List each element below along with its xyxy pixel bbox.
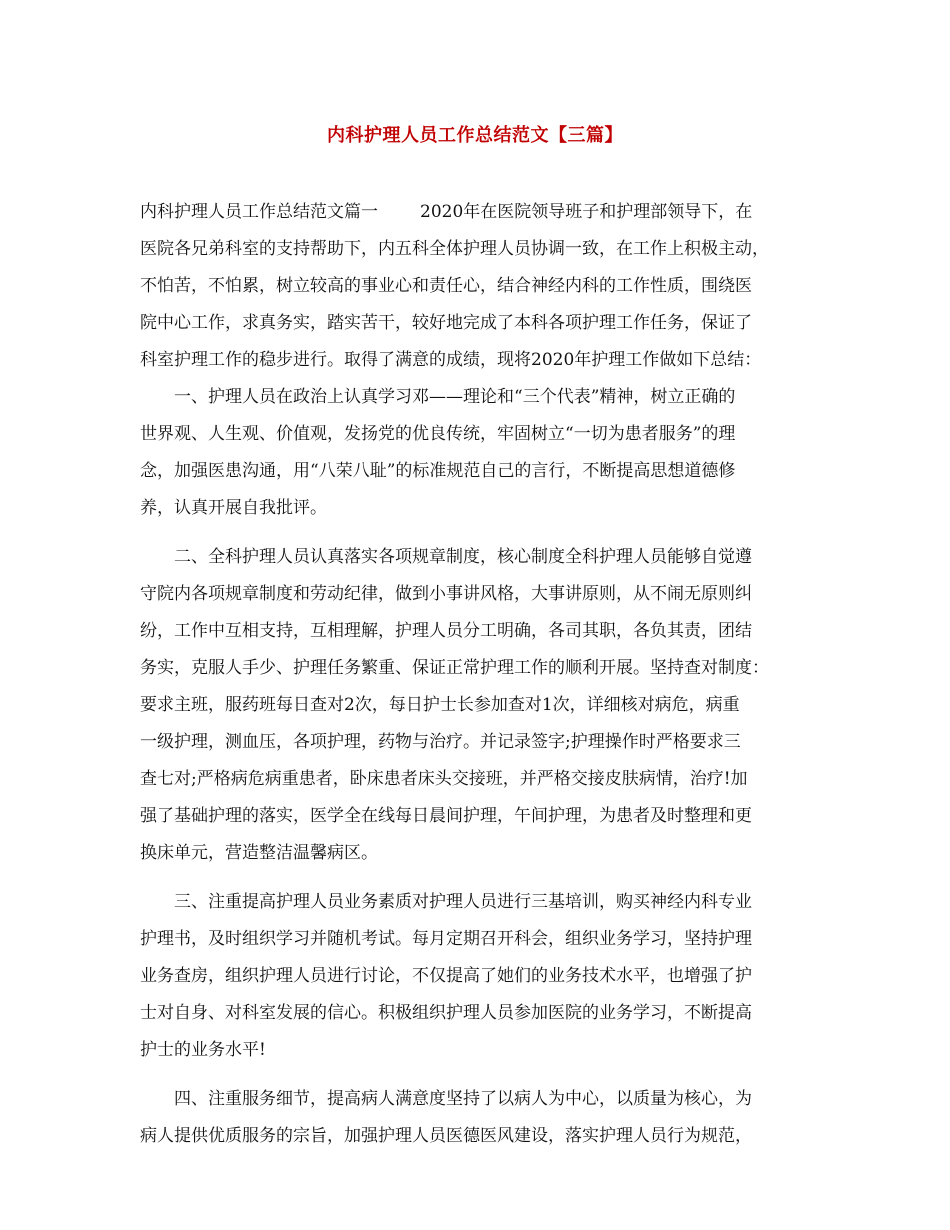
text-line: 科室护理工作的稳步进行。取得了满意的成绩，现将2020年护理工作做如下总结： [140, 350, 762, 370]
document-body [140, 194, 816, 1155]
text-line: 查七对;严格病危病重患者，卧床患者床头交接班，并严格交接皮肤病情，治疗!加 [140, 769, 748, 789]
paragraph-spacer [140, 1069, 816, 1081]
section-heading: 内科护理人员工作总结范文篇一 [140, 202, 378, 222]
text-line: 一级护理，测血压，各项护理，药物与治疗。并记录签字;护理操作时严格要求三 [140, 732, 741, 752]
text-line: 病人提供优质服务的宗旨，加强护理人员医德医风建设，落实护理人员行为规范， [140, 1126, 752, 1146]
text-line: 三、注重提高护理人员业务素质对护理人员进行三基培训，购买神经内科专业 [174, 892, 752, 912]
paragraph-intro [140, 194, 816, 379]
text-line: 二、全科护理人员认真落实各项规章制度，核心制度全科护理人员能够自觉遵 [174, 547, 752, 567]
paragraph-2 [140, 539, 816, 872]
paragraph-4 [140, 1081, 816, 1155]
text-line: 养，认真开展自我批评。 [140, 498, 327, 518]
text-line: 护士的业务水平! [140, 1040, 266, 1060]
paragraph-3 [140, 884, 816, 1069]
text-line: 世界观、人生观、价值观，发扬党的优良传统，牢固树立“一切为患者服务”的理 [140, 424, 736, 444]
text-line: 要求主班，服药班每日查对2次，每日护士长参加查对1次，详细核对病危，病重 [140, 695, 740, 715]
text-line: 纷，工作中互相支持，互相理解，护理人员分工明确，各司其职，各负其责，团结 [140, 621, 752, 641]
text-line: 守院内各项规章制度和劳动纪律，做到小事讲风格，大事讲原则，从不闹无原则纠 [140, 584, 752, 604]
text-line: 业务查房，组织护理人员进行讨论，不仅提高了她们的业务技术水平，也增强了护 [140, 966, 752, 986]
text-line: 一、护理人员在政治上认真学习邓——理论和“三个代表”精神，树立正确的 [174, 387, 736, 407]
paragraph-spacer [140, 527, 816, 539]
paragraph-spacer [140, 872, 816, 884]
text-line [140, 194, 816, 231]
text-line: 念，加强医患沟通，用“八荣八耻”的标准规范自己的言行，不断提高思想道德修 [140, 461, 736, 481]
document-title: 内科护理人员工作总结范文【三篇】 [327, 125, 623, 146]
text-line: 士对自身、对科室发展的信心。积极组织护理人员参加医院的业务学习，不断提高 [140, 1003, 752, 1023]
text-line: 换床单元，营造整洁温馨病区。 [140, 843, 378, 863]
text-line: 四、注重服务细节，提高病人满意度坚持了以病人为中心，以质量为核心，为 [174, 1089, 752, 1109]
paragraph-1 [140, 379, 816, 527]
text-line: 强了基础护理的落实，医学全在线每日晨间护理，午间护理，为患者及时整理和更 [140, 806, 752, 826]
text-segment: 2020年在医院领导班子和护理部领导下，在 [420, 202, 753, 222]
text-line: 务实，克服人手少、护理任务繁重、保证正常护理工作的顺利开展。坚持查对制度： [140, 658, 769, 678]
text-line: 护理书，及时组织学习并随机考试。每月定期召开科会，组织业务学习，坚持护理 [140, 929, 752, 949]
text-line: 医院各兄弟科室的支持帮助下，内五科全体护理人员协调一致，在工作上积极主动， [140, 239, 769, 259]
text-line: 不怕苦，不怕累，树立较高的事业心和责任心，结合神经内科的工作性质，围绕医 [140, 276, 752, 296]
text-line: 院中心工作，求真务实，踏实苦干，较好地完成了本科各项护理工作任务，保证了 [140, 313, 752, 333]
